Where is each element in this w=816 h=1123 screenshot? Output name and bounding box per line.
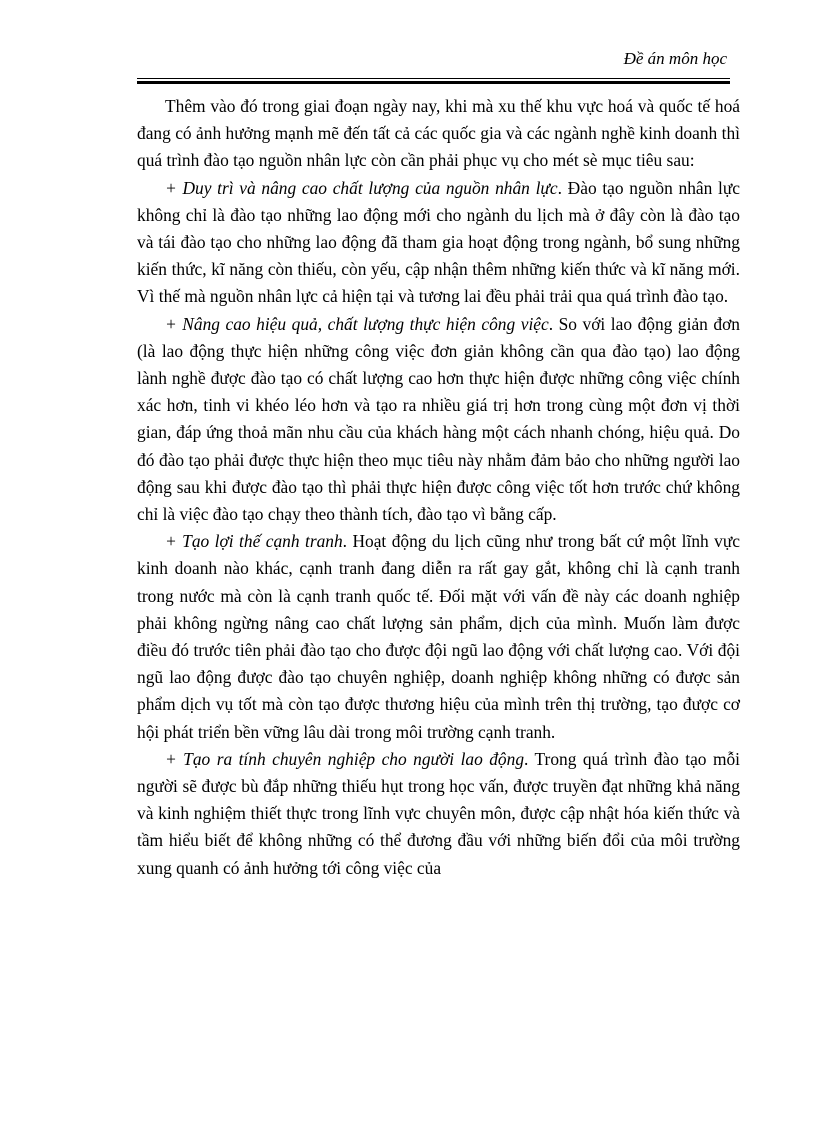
paragraph-lead-professionalism: + Tạo ra tính chuyên nghiệp cho người lao động <box>165 748 525 769</box>
paragraph-competitive-advantage-text: . Hoạt động du lịch cũng như trong bất cứ một lĩnh vực kinh doanh nào khác, cạnh tranh đang diễn ra rất gay gắt, không chỉ là cạnh tranh trong nước mà còn là cạnh tranh quốc tế. Đối mặt với vấn đề này các doanh nghiệp phải không ngừng nâng cao chất lượng sản phẩm, dịch của mình. Muốn làm được điều đó trước tiên phải đào tạo cho được đội ngũ lao động với chất lượng cao. Với đội ngũ lao động được đào tạo chuyên nghiệp, doanh nghiệp không những có được sản phẩm dịch vụ tốt mà còn tạo được thương hiệu của mình trên thị trường, tạo được cơ hội phát triển bền vững lâu dài trong môi trường cạnh tranh. <box>137 531 740 742</box>
paragraph-lead-maintain-quality: + Duy trì và nâng cao chất lượng của nguồn nhân lực <box>165 177 558 198</box>
paragraph-professionalism-text: . Trong quá trình đào tạo mỗi người sẽ được bù đắp những thiếu hụt trong học vấn, được truyền đạt những khả năng và kinh nghiệm thiết thực trong lĩnh vực chuyên môn, được cập nhật hóa kiến thức và tầm hiểu biết để không những có thể đương đầu với những biến đổi của môi trường xung quanh có ảnh hưởng tới công việc của <box>137 748 741 878</box>
header-divider-thick-line <box>137 81 730 84</box>
paragraph-lead-improve-efficiency: + Nâng cao hiệu quả, chất lượng thực hiện công việc <box>165 313 549 334</box>
document-body <box>137 93 740 882</box>
paragraph-improve-efficiency-text: . So với lao động giản đơn (là lao động thực hiện những công việc đơn giản không cần qua đào tạo) lao động lành nghề được đào tạo có chất lượng cao hơn thực hiện được những công việc chính xác hơn, tinh vi khéo léo hơn và tạo ra nhiều giá trị hơn trong cùng một đơn vị thời gian, đáp ứng thoả mãn nhu cầu của khách hàng một cách nhanh chóng, hiệu quả. Do đó đào tạo phải được thực hiện theo mục tiêu này nhằm đảm bảo cho những người lao động sau khi được đào tạo thì phải thực hiện được công việc tốt hơn trước chứ không chỉ là việc đào tạo chạy theo thành tích, đào tạo vì bằng cấp. <box>137 313 740 525</box>
paragraph-professionalism <box>137 746 740 882</box>
paragraph-lead-competitive-advantage: + Tạo lợi thế cạnh tranh <box>165 531 343 552</box>
paragraph-intro <box>137 93 740 175</box>
page-header-title: Đề án môn học <box>623 49 727 68</box>
header-divider <box>137 78 730 84</box>
paragraph-competitive-advantage <box>137 528 740 746</box>
paragraph-improve-efficiency <box>137 311 740 529</box>
paragraph-maintain-quality <box>137 175 740 311</box>
header-divider-thin-line <box>137 78 730 79</box>
paragraph-maintain-quality-text: . Đào tạo nguồn nhân lực không chỉ là đào tạo những lao động mới cho ngành du lịch mà ở đây còn là đào tạo và tái đào tạo cho những lao động đã tham gia hoạt động trong ngành, bổ sung những kiến thức, kĩ năng còn thiếu, còn yếu, cập nhận thêm những kiến thức và kĩ năng mới. Vì thế mà nguồn nhân lực cả hiện tại và tương lai đều phải trải qua quá trình đào tạo. <box>137 177 740 307</box>
paragraph-intro-text: Thêm vào đó trong giai đoạn ngày nay, khi mà xu thế khu vực hoá và quốc tế hoá đang có ảnh hưởng mạnh mẽ đến tất cả các quốc gia và các ngành nghề kinh doanh thì quá trình đào tạo nguồn nhân lực còn cần phải phục vụ cho mét sè mục tiêu sau: <box>137 96 740 171</box>
